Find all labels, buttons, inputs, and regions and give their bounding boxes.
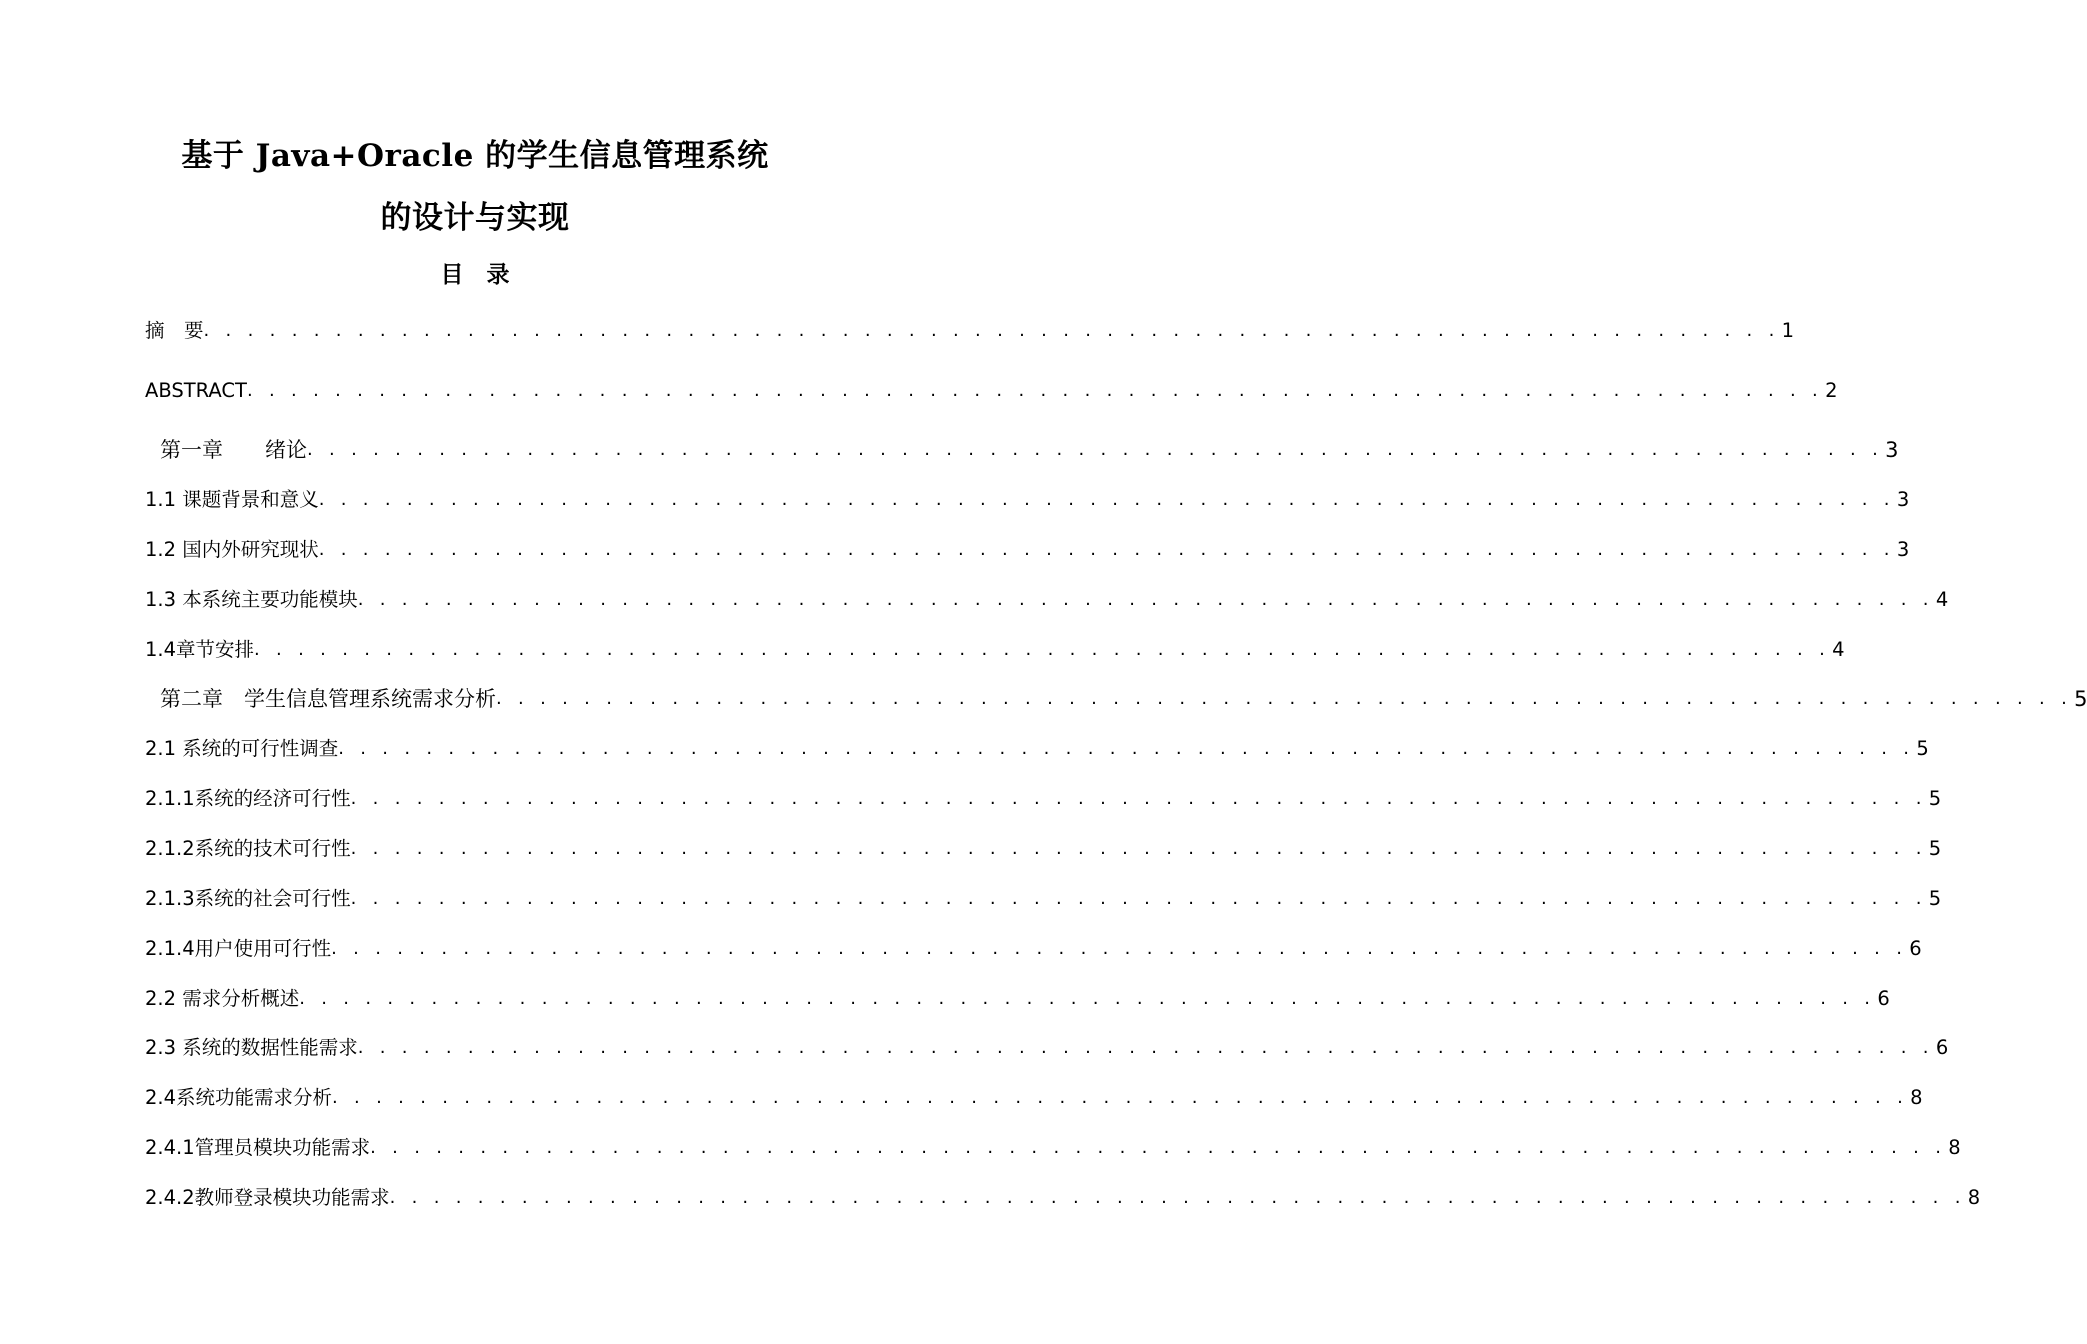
toc-entry[interactable] <box>145 834 1942 864</box>
toc-dot-leader: . . . . . . . . . . . . . . . . . . . . . . . . . . . . . . . . . . . . . . . . . . . . . . . . . . . . . . . . . . . . . . . . . . . . . . . . <box>254 639 1831 660</box>
toc-entry-page-number: 6 <box>1877 987 1890 1010</box>
toc-entry-label: 1.1 课题背景和意义 <box>145 488 319 511</box>
toc-dot-leader: . . . . . . . . . . . . . . . . . . . . . . . . . . . . . . . . . . . . . . . . . . . . . . . . . . . . . . . . . . . . . . . . . . . . . . . . <box>318 489 1895 510</box>
toc-dot-leader: . . . . . . . . . . . . . . . . . . . . . . . . . . . . . . . . . . . . . . . . . . . . . . . . . . . . . . . . . . . . . . . . . . . . . . . . <box>357 589 1934 610</box>
toc-entry-label: 第二章 学生信息管理系统需求分析 <box>160 687 496 711</box>
toc-entry-page-number: 5 <box>1928 887 1942 910</box>
toc-entry-page-number: 8 <box>1910 1086 1923 1109</box>
document-title-line-2: 的设计与实现 <box>380 200 570 236</box>
toc-entry-label: 2.3 系统的数据性能需求 <box>145 1036 358 1059</box>
toc-entry-page-number: 2 <box>1825 379 1838 402</box>
toc-entry-label: 第一章 绪论 <box>160 438 307 462</box>
toc-entry[interactable] <box>160 684 2087 714</box>
toc-entry-label: 1.4章节安排 <box>145 638 255 661</box>
toc-entry-label: 2.2 需求分析概述 <box>145 987 300 1010</box>
toc-entry-label: 2.1.1系统的经济可行性 <box>145 787 351 810</box>
toc-entry-page-number: 5 <box>1928 837 1942 860</box>
document-title-line-1: 基于 Java+Oracle 的学生信息管理系统 <box>181 138 769 174</box>
toc-dot-leader: . . . . . . . . . . . . . . . . . . . . . . . . . . . . . . . . . . . . . . . . . . . . . . . . . . . . . . . . . . . . . . . . . . . . . . . . <box>332 1087 1909 1108</box>
toc-entry[interactable] <box>145 1183 1981 1213</box>
toc-entry-page-number: 8 <box>1967 1186 1981 1209</box>
toc-entry-page-number: 4 <box>1832 638 1845 661</box>
toc-entry[interactable] <box>145 1033 1949 1063</box>
toc-dot-leader: . . . . . . . . . . . . . . . . . . . . . . . . . . . . . . . . . . . . . . . . . . . . . . . . . . . . . . . . . . . . . . . . . . . . . . . . <box>350 788 1927 809</box>
toc-entry-label: 摘 要 <box>145 319 204 342</box>
toc-entry-label: 1.3 本系统主要功能模块 <box>145 588 358 611</box>
toc-entry[interactable] <box>145 635 1845 665</box>
toc-entry-page-number: 5 <box>1928 787 1942 810</box>
toc-entry[interactable] <box>145 535 1910 565</box>
toc-entry[interactable] <box>145 734 1929 764</box>
toc-entry-page-number: 3 <box>1896 488 1910 511</box>
toc-entry[interactable] <box>145 784 1942 814</box>
toc-entry-label: 2.1.2系统的技术可行性 <box>145 837 351 860</box>
toc-dot-leader: . . . . . . . . . . . . . . . . . . . . . . . . . . . . . . . . . . . . . . . . . . . . . . . . . . . . . . . . . . . . . . . . . . . . . . . . <box>318 539 1895 560</box>
toc-entry-page-number: 8 <box>1948 1136 1961 1159</box>
toc-entry[interactable] <box>145 984 1890 1014</box>
toc-entry-page-number: 6 <box>1909 937 1922 960</box>
toc-entry[interactable] <box>145 1083 1923 1113</box>
toc-dot-leader: . . . . . . . . . . . . . . . . . . . . . . . . . . . . . . . . . . . . . . . . . . . . . . . . . . . . . . . . . . . . . . . . . . . . . . . . <box>389 1187 1966 1208</box>
toc-entry-label: 1.2 国内外研究现状 <box>145 538 319 561</box>
toc-entry[interactable] <box>145 376 1838 406</box>
toc-entry-page-number: 6 <box>1935 1036 1949 1059</box>
toc-dot-leader: . . . . . . . . . . . . . . . . . . . . . . . . . . . . . . . . . . . . . . . . . . . . . . . . . . . . . . . . . . . . . . . . . . . . . . . . <box>299 988 1876 1009</box>
toc-entry-label: 2.4.1管理员模块功能需求 <box>145 1136 371 1159</box>
toc-entry-label: 2.1 系统的可行性调查 <box>145 737 339 760</box>
toc-entry-page-number: 5 <box>2074 687 2087 711</box>
toc-dot-leader: . . . . . . . . . . . . . . . . . . . . . . . . . . . . . . . . . . . . . . . . . . . . . . . . . . . . . . . . . . . . . . . . . . . . . . . . <box>350 888 1927 909</box>
toc-dot-leader: . . . . . . . . . . . . . . . . . . . . . . . . . . . . . . . . . . . . . . . . . . . . . . . . . . . . . . . . . . . . . . . . . . . . . . . . <box>203 320 1780 341</box>
toc-entry[interactable] <box>160 435 1899 465</box>
toc-entry[interactable] <box>145 485 1910 515</box>
toc-entry[interactable] <box>145 1133 1961 1163</box>
toc-entry-label: ABSTRACT <box>145 379 247 402</box>
toc-entry-page-number: 5 <box>1916 737 1929 760</box>
toc-entry[interactable] <box>145 934 1922 964</box>
toc-entry[interactable] <box>145 316 1795 346</box>
toc-dot-leader: . . . . . . . . . . . . . . . . . . . . . . . . . . . . . . . . . . . . . . . . . . . . . . . . . . . . . . . . . . . . . . . . . . . . . . . . <box>307 439 1884 460</box>
toc-entry-page-number: 3 <box>1885 438 1899 462</box>
toc-dot-leader: . . . . . . . . . . . . . . . . . . . . . . . . . . . . . . . . . . . . . . . . . . . . . . . . . . . . . . . . . . . . . . . . . . . . . . . . <box>331 938 1908 959</box>
toc-dot-leader: . . . . . . . . . . . . . . . . . . . . . . . . . . . . . . . . . . . . . . . . . . . . . . . . . . . . . . . . . . . . . . . . . . . . . . . . <box>370 1137 1947 1158</box>
toc-dot-leader: . . . . . . . . . . . . . . . . . . . . . . . . . . . . . . . . . . . . . . . . . . . . . . . . . . . . . . . . . . . . . . . . . . . . . . . . <box>357 1037 1934 1058</box>
toc-entry-page-number: 4 <box>1935 588 1949 611</box>
toc-dot-leader: . . . . . . . . . . . . . . . . . . . . . . . . . . . . . . . . . . . . . . . . . . . . . . . . . . . . . . . . . . . . . . . . . . . . . . . . <box>350 838 1927 859</box>
toc-dot-leader: . . . . . . . . . . . . . . . . . . . . . . . . . . . . . . . . . . . . . . . . . . . . . . . . . . . . . . . . . . . . . . . . . . . . . . . . <box>246 380 1824 401</box>
toc-dot-leader: . . . . . . . . . . . . . . . . . . . . . . . . . . . . . . . . . . . . . . . . . . . . . . . . . . . . . . . . . . . . . . . . . . . . . . . . <box>496 688 2073 709</box>
toc-entry-label: 2.1.4用户使用可行性 <box>145 937 332 960</box>
toc-entry-label: 2.4系统功能需求分析 <box>145 1086 333 1109</box>
toc-entry-label: 2.1.3系统的社会可行性 <box>145 887 351 910</box>
toc-entry-label: 2.4.2教师登录模块功能需求 <box>145 1186 390 1209</box>
toc-entry[interactable] <box>145 884 1942 914</box>
toc-entry-page-number: 1 <box>1781 319 1795 342</box>
toc-entry[interactable] <box>145 585 1949 615</box>
toc-heading: 目 录 <box>440 261 510 288</box>
toc-entry-page-number: 3 <box>1896 538 1910 561</box>
toc-dot-leader: . . . . . . . . . . . . . . . . . . . . . . . . . . . . . . . . . . . . . . . . . . . . . . . . . . . . . . . . . . . . . . . . . . . . . . . . <box>338 738 1915 759</box>
